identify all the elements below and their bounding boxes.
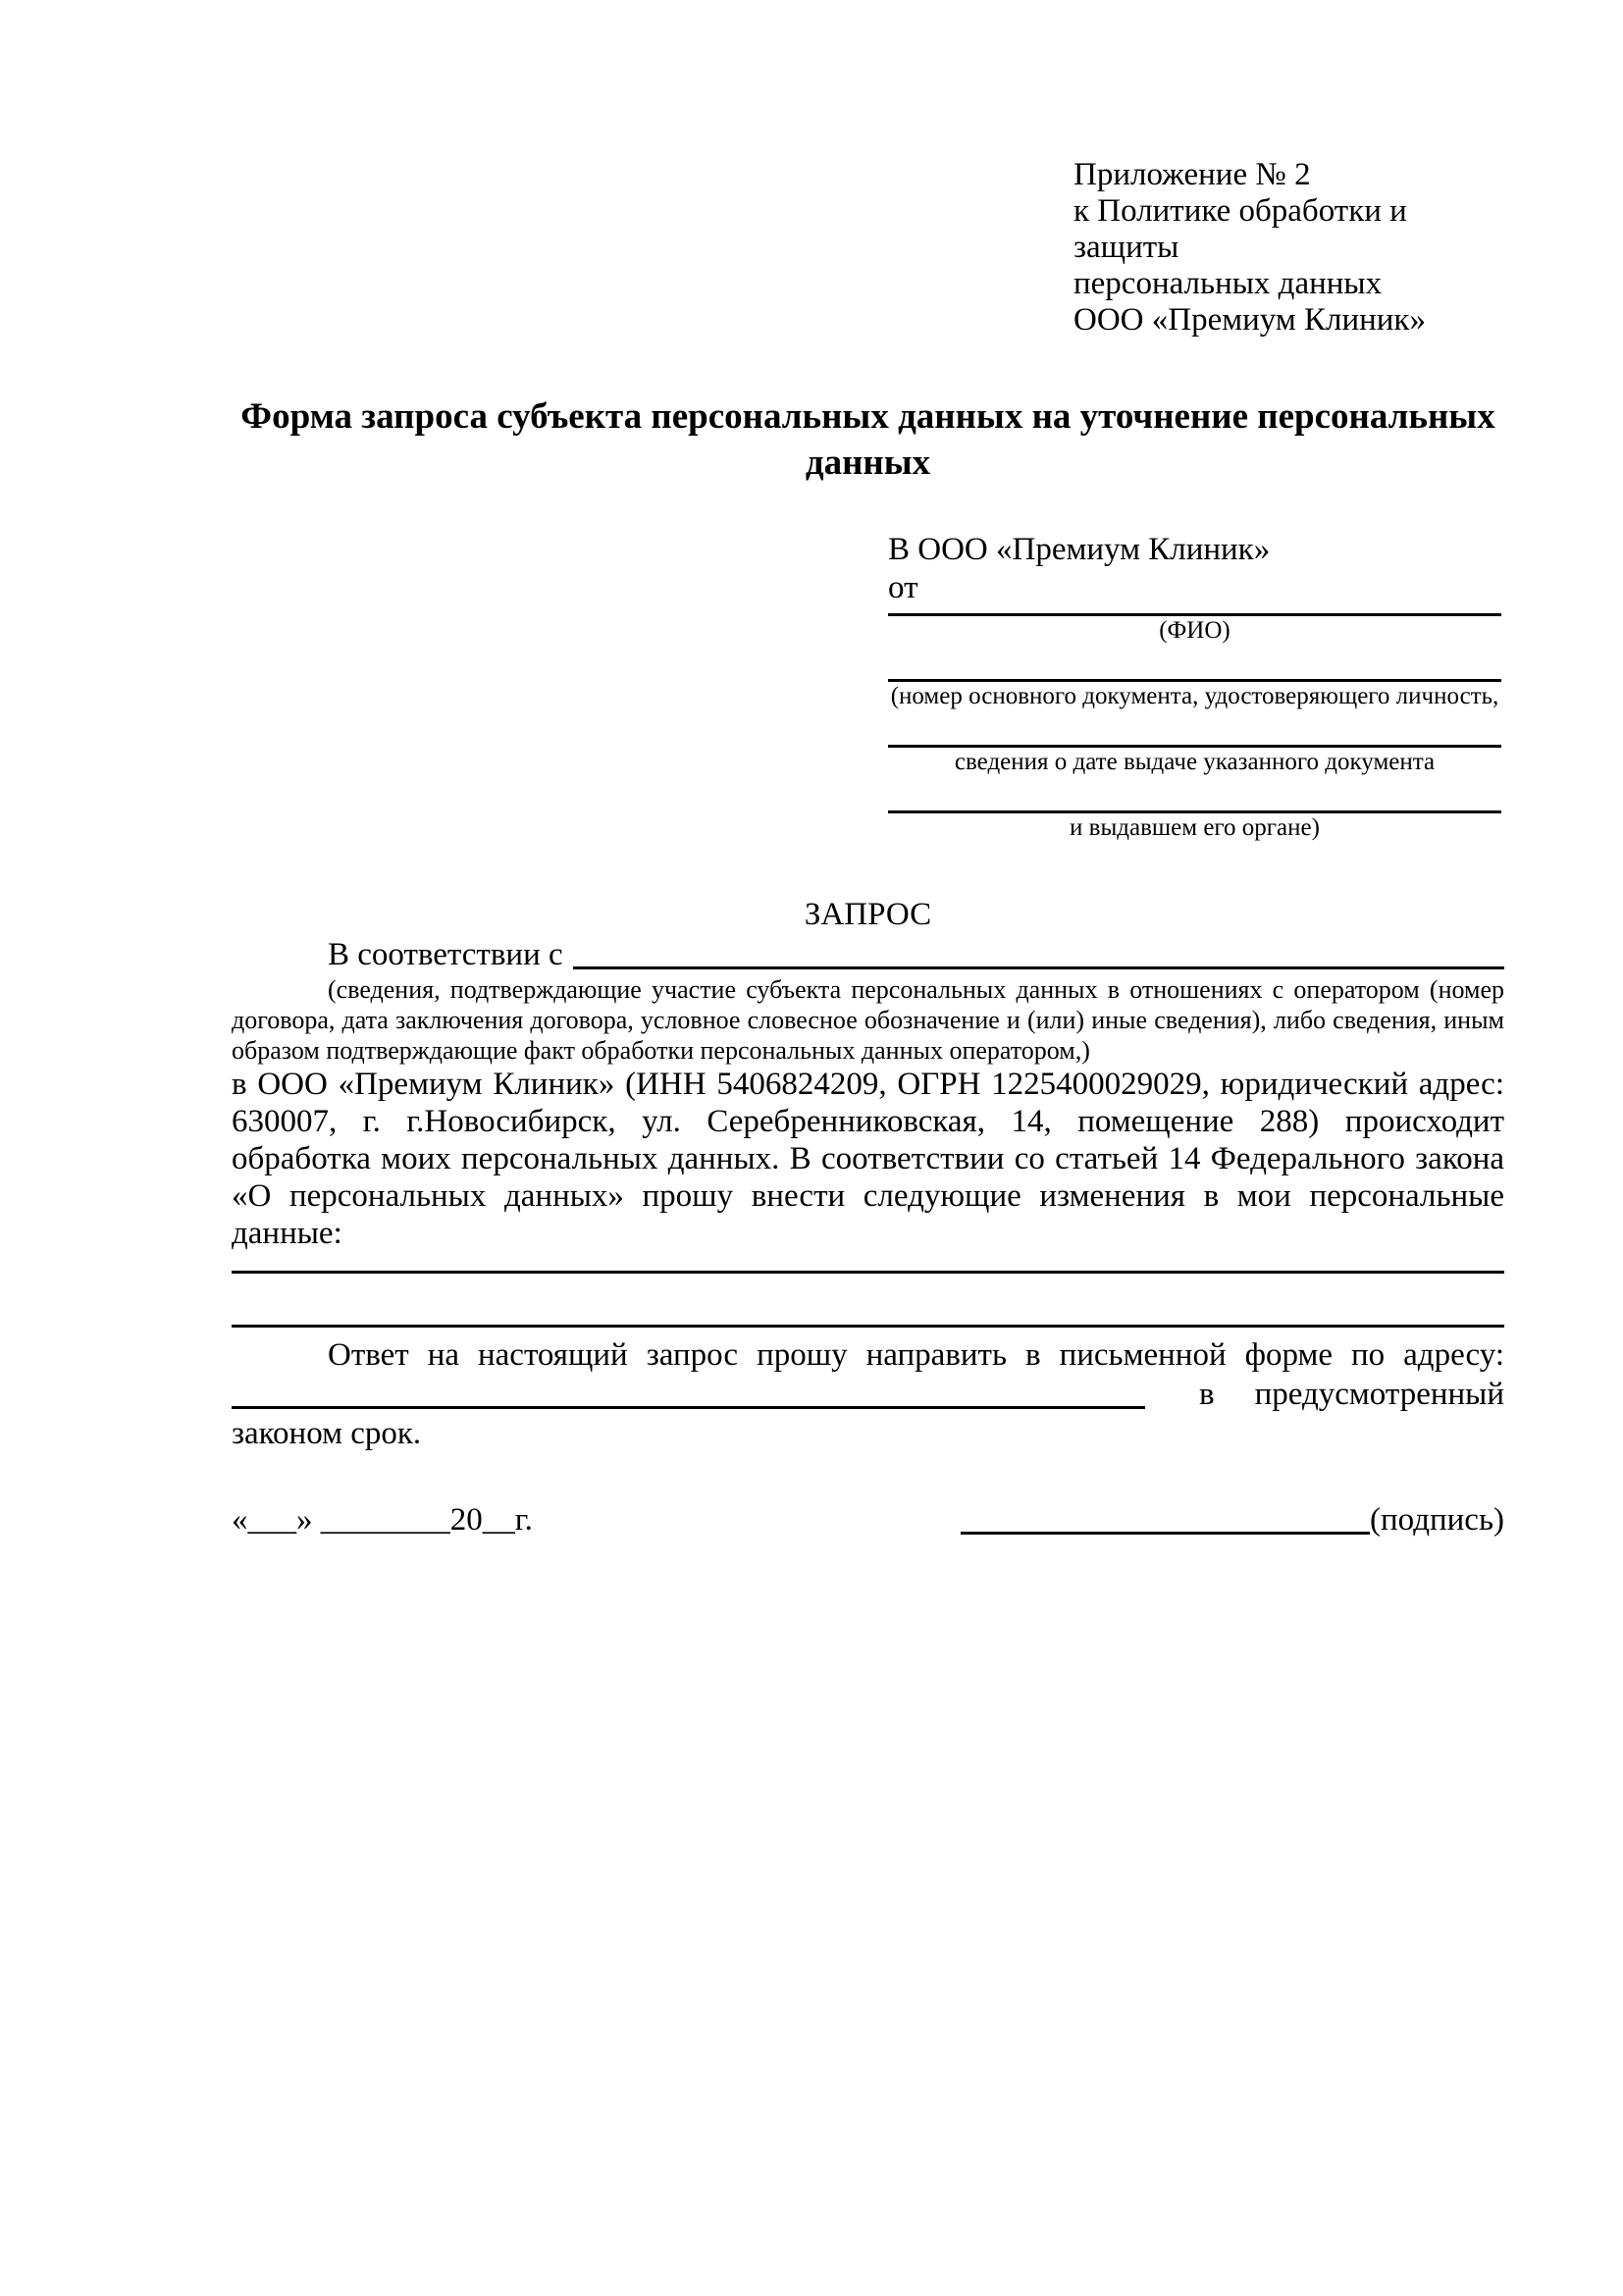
changes-field-line-1[interactable] <box>232 1252 1504 1274</box>
fio-field-line[interactable] <box>888 607 1501 616</box>
signature-group <box>961 1500 1504 1539</box>
annex-header-line: Приложение № 2 <box>1073 157 1311 192</box>
signature-field-line[interactable] <box>961 1532 1370 1535</box>
reply-sentence: Ответ на настоящий запрос прошу направить в письменной форме по адресу: <box>328 1337 1504 1373</box>
doc-number-field-line[interactable] <box>888 646 1501 682</box>
accordance-row <box>232 935 1504 974</box>
accordance-field-line[interactable] <box>573 935 1504 969</box>
issuing-authority-field-line[interactable] <box>888 777 1501 813</box>
signature-caption: (подпись) <box>1370 1502 1504 1538</box>
addressee-to: В ООО «Премиум Клиник» <box>888 532 1271 567</box>
addressee-block <box>888 531 1504 607</box>
date-field[interactable]: «___» ________20__г. <box>232 1502 533 1538</box>
fio-field-caption: (ФИО) <box>1159 617 1230 644</box>
annex-header-line: персональных данных <box>1073 266 1383 301</box>
issue-date-field-caption: сведения о дате выдаче указанного документа <box>954 749 1436 775</box>
reply-sentence-end: законом срок. <box>232 1416 422 1451</box>
reply-address-row <box>232 1375 1504 1414</box>
reply-word-end: предусмотренный <box>1254 1377 1504 1412</box>
annex-header-block <box>1073 157 1504 339</box>
issue-date-field-line[interactable] <box>888 711 1501 748</box>
changes-field-line-2[interactable] <box>232 1274 1504 1328</box>
reply-address-field-line[interactable] <box>232 1375 1145 1409</box>
annex-header-line: к Политике обработки и защиты <box>1073 193 1407 265</box>
annex-header-line: ООО «Премиум Клиник» <box>1073 302 1426 338</box>
reply-word-v: в <box>1199 1377 1215 1412</box>
fine-print-note: (сведения, подтверждающие участие субъекта персональных данных в отношениях с оператором (номер договора, дата заключения договора, условное словесное обозначение и (или) иные сведения), либо сведения, иным образом подтверждающие факт обработки персональных данных оператором,) <box>232 975 1504 1065</box>
doc-number-field-caption: (номер основного документа, удостоверяющего личность, <box>890 683 1499 709</box>
accordance-label: В соответствии с <box>328 937 563 972</box>
addressee-from-label: от <box>888 570 918 605</box>
body-paragraph: в ООО «Премиум Клиник» (ИНН 5406824209, ОГРН 1225400029029, юридический адрес: 630007, г. г.Новосибирск, ул. Серебренниковская, 14, помещение 288) происходит обработка моих персональных данных. В соответствии со статьей 14 Федерального закона «О персональных данных» прошу внести следующие изменения в мои персональные данные: <box>232 1067 1504 1251</box>
page-title: Форма запроса субъекта персональных данных на уточнение персональных данных <box>240 396 1495 483</box>
request-heading: ЗАПРОС <box>804 897 932 932</box>
date-signature-row <box>232 1500 1504 1539</box>
issuing-authority-field-caption: и выдавшем его органе) <box>1070 814 1320 841</box>
